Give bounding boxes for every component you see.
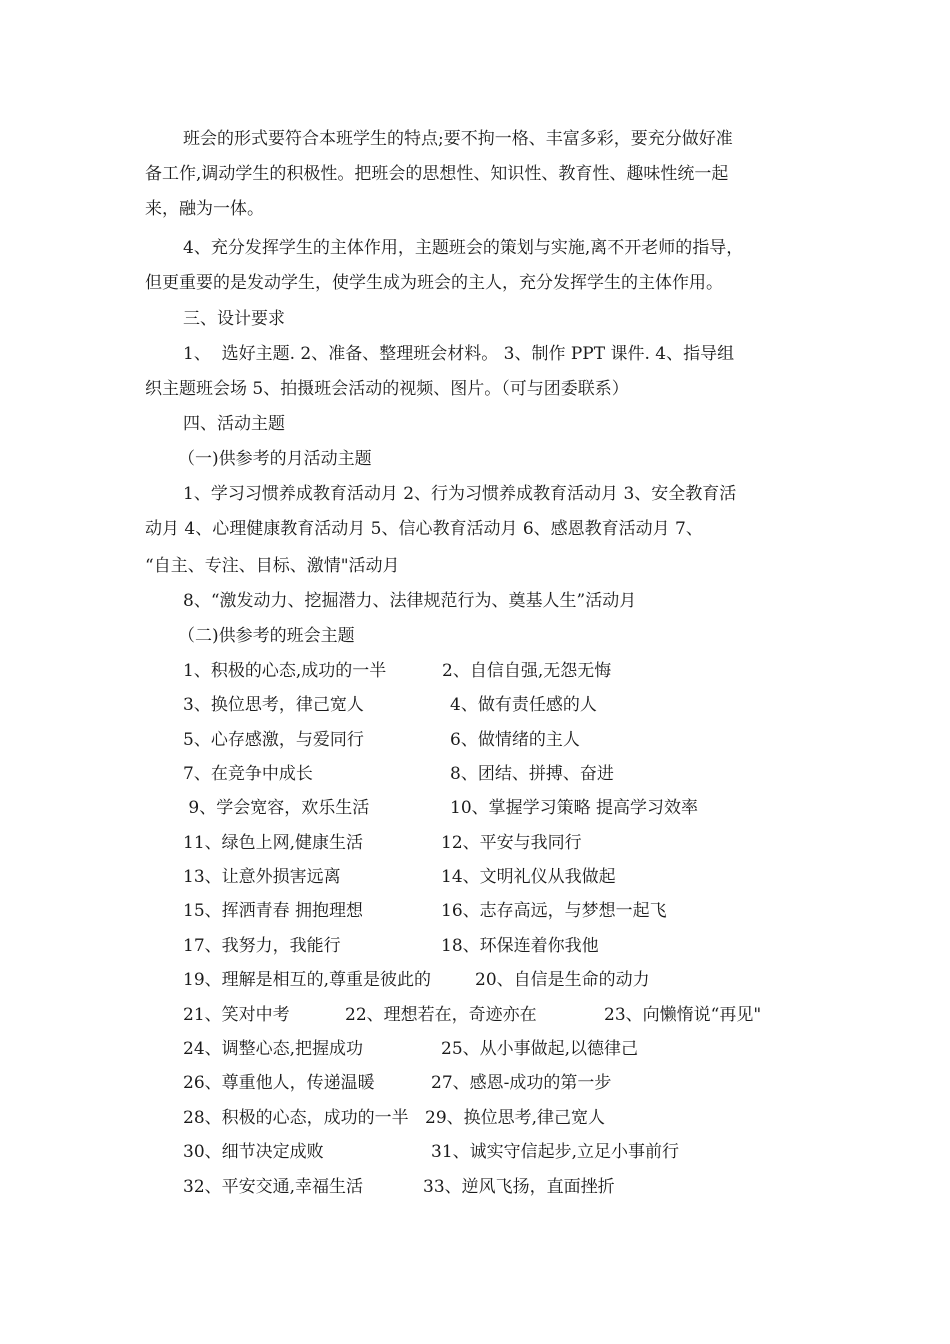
topic-entry: 17、我努力，我能行	[183, 936, 341, 956]
body-text-line: “自主、专注、目标、激情"活动月	[145, 556, 400, 576]
subsection-heading: （二)供参考的班会主题	[178, 626, 355, 646]
body-text-line: 备工作,调动学生的积极性。把班会的思想性、知识性、教育性、趣味性统一起	[145, 164, 729, 184]
subsection-heading: （一)供参考的月活动主题	[178, 449, 372, 469]
topic-entry: 32、平安交通,幸福生活	[183, 1177, 364, 1197]
topic-entry: 11、绿色上网,健康生活	[183, 833, 364, 853]
topic-entry: 13、让意外损害远离	[183, 867, 341, 887]
topic-entry: 3、换位思考，律己宽人	[183, 695, 364, 715]
body-text-line: 4、充分发挥学生的主体作用，主题班会的策划与实施,离不开老师的指导，	[183, 238, 744, 258]
topic-entry: 23、向懒惰说“再见"	[604, 1005, 762, 1025]
topic-entry: 6、做情绪的主人	[450, 730, 580, 750]
topic-entry: 29、换位思考,律己宽人	[425, 1108, 606, 1128]
body-text-line: 来，融为一体。	[145, 199, 264, 219]
topic-entry: 24、调整心态,把握成功	[183, 1039, 364, 1059]
topic-entry: 9、学会宽容，欢乐生活	[183, 798, 370, 818]
list-item	[183, 1176, 615, 1264]
section-heading: 三、设计要求	[183, 309, 285, 329]
topic-entry: 20、自信是生命的动力	[475, 970, 650, 990]
topic-entry: 33、逆风飞扬，直面挫折	[423, 1177, 615, 1197]
topic-entry: 18、环保连着你我他	[441, 936, 599, 956]
body-text-line: 班会的形式要符合本班学生的特点;要不拘一格、丰富多彩，要充分做好准	[183, 129, 733, 149]
body-text-line: 1、 选好主题. 2、准备、整理班会材料。 3、制作 PPT 课件. 4、指导组	[183, 344, 735, 364]
topic-entry: 12、平安与我同行	[441, 833, 582, 853]
topic-entry: 27、感恩-成功的第一步	[431, 1073, 612, 1093]
topic-entry: 16、志存高远，与梦想一起飞	[441, 901, 667, 921]
topic-entry: 15、挥洒青春 拥抱理想	[183, 901, 364, 921]
body-text-line: 织主题班会场 5、拍摄班会活动的视频、图片。（可与团委联系）	[145, 379, 629, 399]
topic-entry: 21、笑对中考	[183, 1005, 290, 1025]
topic-entry: 14、文明礼仪从我做起	[441, 867, 616, 887]
section-heading: 四、活动主题	[183, 414, 285, 434]
topic-entry: 19、理解是相互的,尊重是彼此的	[183, 970, 432, 990]
topic-entry: 10、掌握学习策略 提高学习效率	[450, 798, 699, 818]
topic-entry: 1、积极的心态,成功的一半	[183, 661, 387, 681]
topic-entry: 2、自信自强,无怨无悔	[442, 661, 612, 681]
topic-entry: 7、在竞争中成长	[183, 764, 313, 784]
body-text-line: 动月 4、心理健康教育活动月 5、信心教育活动月 6、感恩教育活动月 7、	[145, 519, 703, 539]
body-text-line: 1、学习习惯养成教育活动月 2、行为习惯养成教育活动月 3、安全教育活	[183, 484, 737, 504]
topic-entry: 5、心存感激，与爱同行	[183, 730, 364, 750]
body-text-line: 但更重要的是发动学生，使学生成为班会的主人，充分发挥学生的主体作用。	[145, 273, 723, 293]
topic-entry: 28、积极的心态，成功的一半	[183, 1108, 409, 1128]
topic-entry: 30、细节决定成败	[183, 1142, 324, 1162]
body-text-line: 8、“激发动力、挖掘潜力、法律规范行为、奠基人生”活动月	[183, 591, 637, 611]
topic-entry: 26、尊重他人，传递温暖	[183, 1073, 375, 1093]
topic-entry: 22、理想若在，奇迹亦在	[345, 1005, 537, 1025]
topic-entry: 25、从小事做起,以德律己	[441, 1039, 639, 1059]
topic-entry: 8、团结、拼搏、奋进	[450, 764, 614, 784]
topic-entry: 4、做有责任感的人	[450, 695, 597, 715]
topic-entry: 31、诚实守信起步,立足小事前行	[431, 1142, 680, 1162]
